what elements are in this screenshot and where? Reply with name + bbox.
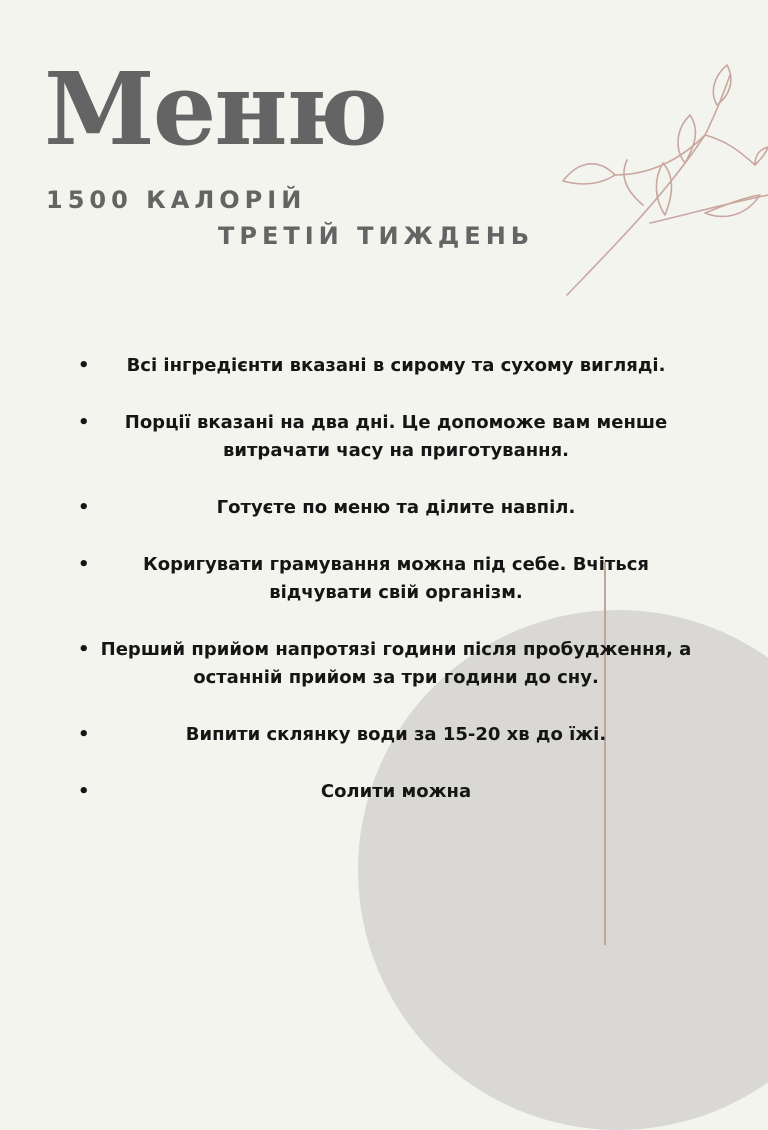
- bullet-icon: •: [78, 639, 90, 660]
- week-subtitle: ТРЕТІЙ ТИЖДЕНЬ: [218, 222, 535, 250]
- list-item: [74, 778, 696, 806]
- list-item: [74, 409, 696, 465]
- note-text: Порції вказані на два дні. Це допоможе вам менше витрачати часу на приготування.: [124, 412, 668, 461]
- list-item: [74, 636, 696, 692]
- notes-list: [74, 352, 696, 835]
- bullet-icon: •: [78, 412, 90, 433]
- list-item: [74, 551, 696, 607]
- list-item: [74, 721, 696, 749]
- note-text: Перший прийом напротязі години після пробудження, а останній прийом за три години до сну.: [100, 639, 692, 688]
- bullet-icon: •: [78, 355, 90, 376]
- leaf-branch-icon: [555, 55, 768, 300]
- calories-subtitle: 1500 КАЛОРІЙ: [46, 186, 307, 214]
- list-item: [74, 494, 696, 522]
- bullet-icon: •: [78, 497, 90, 518]
- note-text: Випити склянку води за 15-20 хв до їжі.: [185, 724, 607, 745]
- page-title: Меню: [44, 50, 387, 168]
- bullet-icon: •: [78, 781, 90, 802]
- list-item: [74, 352, 696, 380]
- note-text: Коригувати грамування можна під себе. Вчіться відчувати свій організм.: [143, 554, 649, 603]
- bullet-icon: •: [78, 554, 90, 575]
- note-text: Всі інгредієнти вказані в сирому та сухому вигляді.: [126, 355, 666, 376]
- note-text: Солити можна: [320, 781, 472, 802]
- bullet-icon: •: [78, 724, 90, 745]
- note-text: Готуєте по меню та ділите навпіл.: [216, 497, 576, 518]
